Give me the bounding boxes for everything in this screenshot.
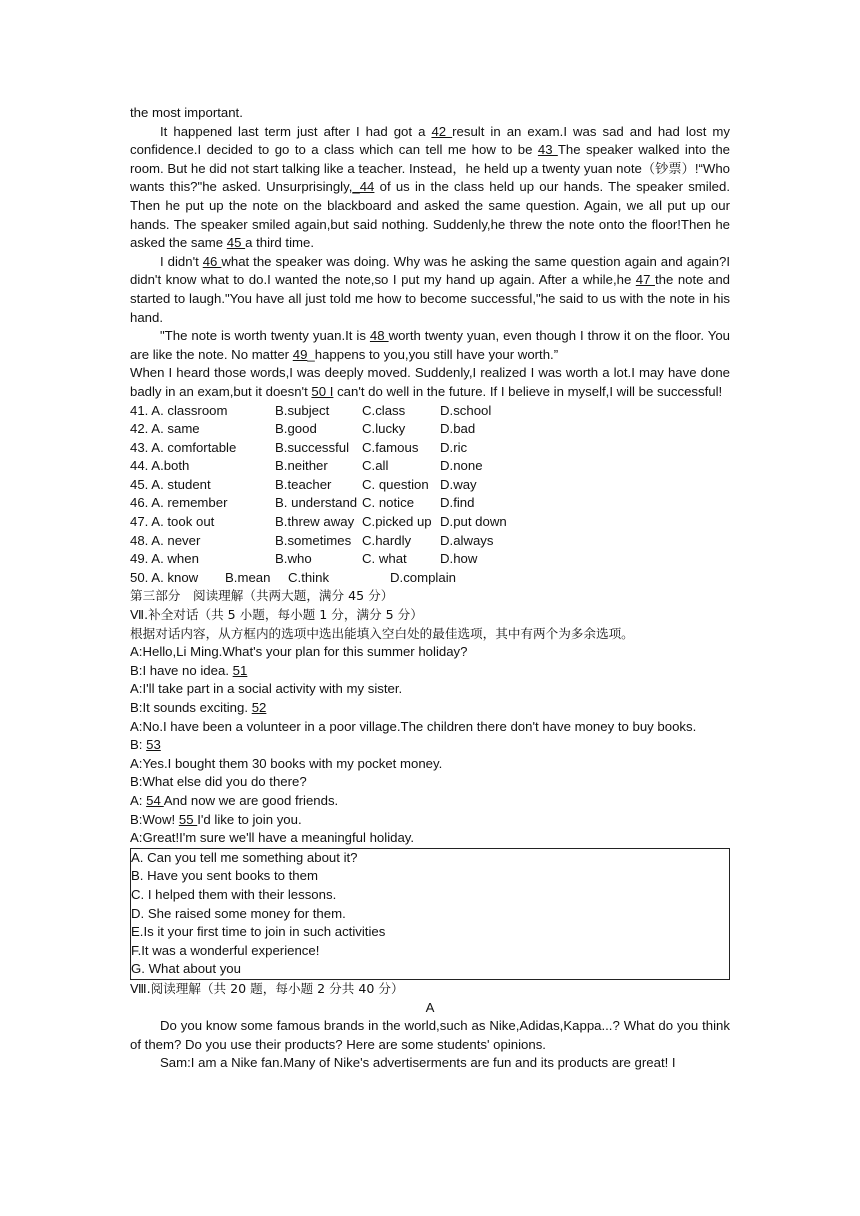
- choices-box: [130, 848, 730, 980]
- dialogue-line: A:Great!I'm sure we'll have a meaningful holiday.: [130, 830, 415, 846]
- blank-46: 46: [202, 253, 222, 269]
- choice-item: G. What about you: [131, 961, 241, 977]
- part-3-heading: 第三部分 阅读理解（共两大题，满分 45 分）: [130, 588, 394, 604]
- choice-item: C. I helped them with their lessons.: [131, 886, 337, 902]
- choice-item: F.It was a wonderful experience!: [131, 942, 320, 958]
- blank-53: 53: [146, 737, 161, 753]
- section-7-heading: Ⅶ.补全对话（共 5 小题，每小题 1 分，满分 5 分）: [130, 607, 423, 623]
- blank-42: 42: [431, 123, 453, 139]
- choice-item: B. Have you sent books to them: [131, 868, 318, 884]
- blank-45: 45: [226, 235, 246, 251]
- option-row-49: 49. A. when B.who C. what D.how: [130, 551, 478, 567]
- dialogue-line: B: 53: [130, 737, 161, 753]
- option-row-50: 50. A. know B.mean C.think D.complain: [130, 569, 456, 585]
- blank-44: _44: [352, 179, 375, 195]
- reading-a-paragraph: Sam:I am a Nike fan.Many of Nike's advertiserments are fun and its products are great! I: [160, 1055, 676, 1071]
- blank-48: 48: [369, 328, 389, 344]
- options-list: [130, 402, 730, 588]
- dialogue-line: B:I have no idea. 51: [130, 662, 248, 678]
- passage-paragraph-4: When I heard those words,I was deeply moved. Suddenly,I realized I was worth a lot.I may have done badly in an exam,but it doesn't 50 I can't do well in the future. If I believe in myself,I will be successful!: [130, 365, 730, 399]
- reading-a-paragraph: Do you know some famous brands in the world,such as Nike,Adidas,Kappa...? What do you think of them? Do you use their products? Here are some students' opinions.: [130, 1018, 730, 1052]
- blank-43: 43: [537, 142, 558, 158]
- blank-55: 55: [178, 811, 198, 827]
- dialogue-line: A:Hello,Li Ming.What's your plan for this summer holiday?: [130, 644, 468, 660]
- dialogue-line: B:Wow! 55 I'd like to join you.: [130, 811, 302, 827]
- blank-54: 54: [146, 792, 164, 808]
- dialogue: [130, 643, 730, 848]
- choice-item: A. Can you tell me something about it?: [131, 849, 358, 865]
- dialogue-line: B:It sounds exciting. 52: [130, 700, 267, 715]
- passage-paragraph-3: "The note is worth twenty yuan.It is 48 worth twenty yuan, even though I throw it on the floor. You are like the note. No matter 49_happens to you,you still have your worth.”: [130, 328, 731, 362]
- choice-item: D. She raised some money for them.: [131, 905, 346, 921]
- passage-paragraph-2: I didn't 46 what the speaker was doing. Why was he asking the same question again and again?I didn't know what to do.I wanted the note,so I put my hand up again. After a while,he 47 the note and started to laugh."You have all just told me how to become successful,"he said to us with the note in his hand.: [130, 253, 730, 325]
- dialogue-line: B:What else did you do there?: [130, 774, 307, 790]
- blank-50: 50 I: [311, 383, 334, 399]
- dialogue-line: A:Yes.I bought them 30 books with my pocket money.: [130, 755, 443, 771]
- passage-paragraph-1: It happened last term just after I had got a 42 result in an exam.I was sad and had lost my confidence.I decided to go to a class which can tell me how to be 43 The speaker walked into the room. But he did not start talking like a teacher. Instead，he held up a twenty yuan note（钞票）!“Who wants this?"he asked. Unsurprisingly,_44 of us in the class held up our hands. The speaker smiled. Then he put up the note on the blackboard and asked the same question. Again, we all put up our hands. The speaker smiled again,but said nothing. Suddenly,he threw the note onto the floor!Then he asked the same 45 a third time.: [130, 123, 730, 251]
- option-row-42: 42. A. same B.good C.lucky D.bad: [130, 421, 476, 437]
- option-row-45: 45. A. student B.teacher C. question D.way: [130, 476, 477, 492]
- section-7-instruction: 根据对话内容，从方框内的选项中选出能填入空白处的最佳选项，其中有两个为多余选项。: [130, 625, 634, 641]
- option-row-41: 41. A. classroom B.subject C.class D.school: [130, 402, 492, 418]
- blank-49: 49: [292, 346, 308, 362]
- option-row-48: 48. A. never B.sometimes C.hardly D.always: [130, 532, 494, 548]
- option-row-46: 46. A. remember B. understand C. notice D.find: [130, 495, 475, 511]
- blank-51: 51: [232, 662, 248, 678]
- dialogue-line: A: 54 And now we are good friends.: [130, 792, 339, 808]
- exam-page: [130, 104, 730, 1073]
- choice-item: E.Is it your first time to join in such activities: [131, 924, 386, 940]
- passage-a-label: A: [425, 999, 435, 1015]
- blank-47: 47: [635, 272, 655, 288]
- blank-52: 52: [251, 700, 267, 715]
- passage-line: the most important.: [130, 105, 243, 120]
- section-8-heading: Ⅷ.阅读理解（共 20 题，每小题 2 分共 40 分）: [130, 980, 404, 996]
- dialogue-line: A:I'll take part in a social activity with my sister.: [130, 681, 403, 697]
- option-row-43: 43. A. comfortable B.successful C.famous D.ric: [130, 439, 468, 455]
- dialogue-line: A:No.I have been a volunteer in a poor village.The children there don't have money to buy books.: [130, 718, 697, 734]
- option-row-47: 47. A. took out B.threw away C.picked up D.put down: [130, 514, 507, 530]
- option-row-44: 44. A.both B.neither C.all D.none: [130, 458, 483, 474]
